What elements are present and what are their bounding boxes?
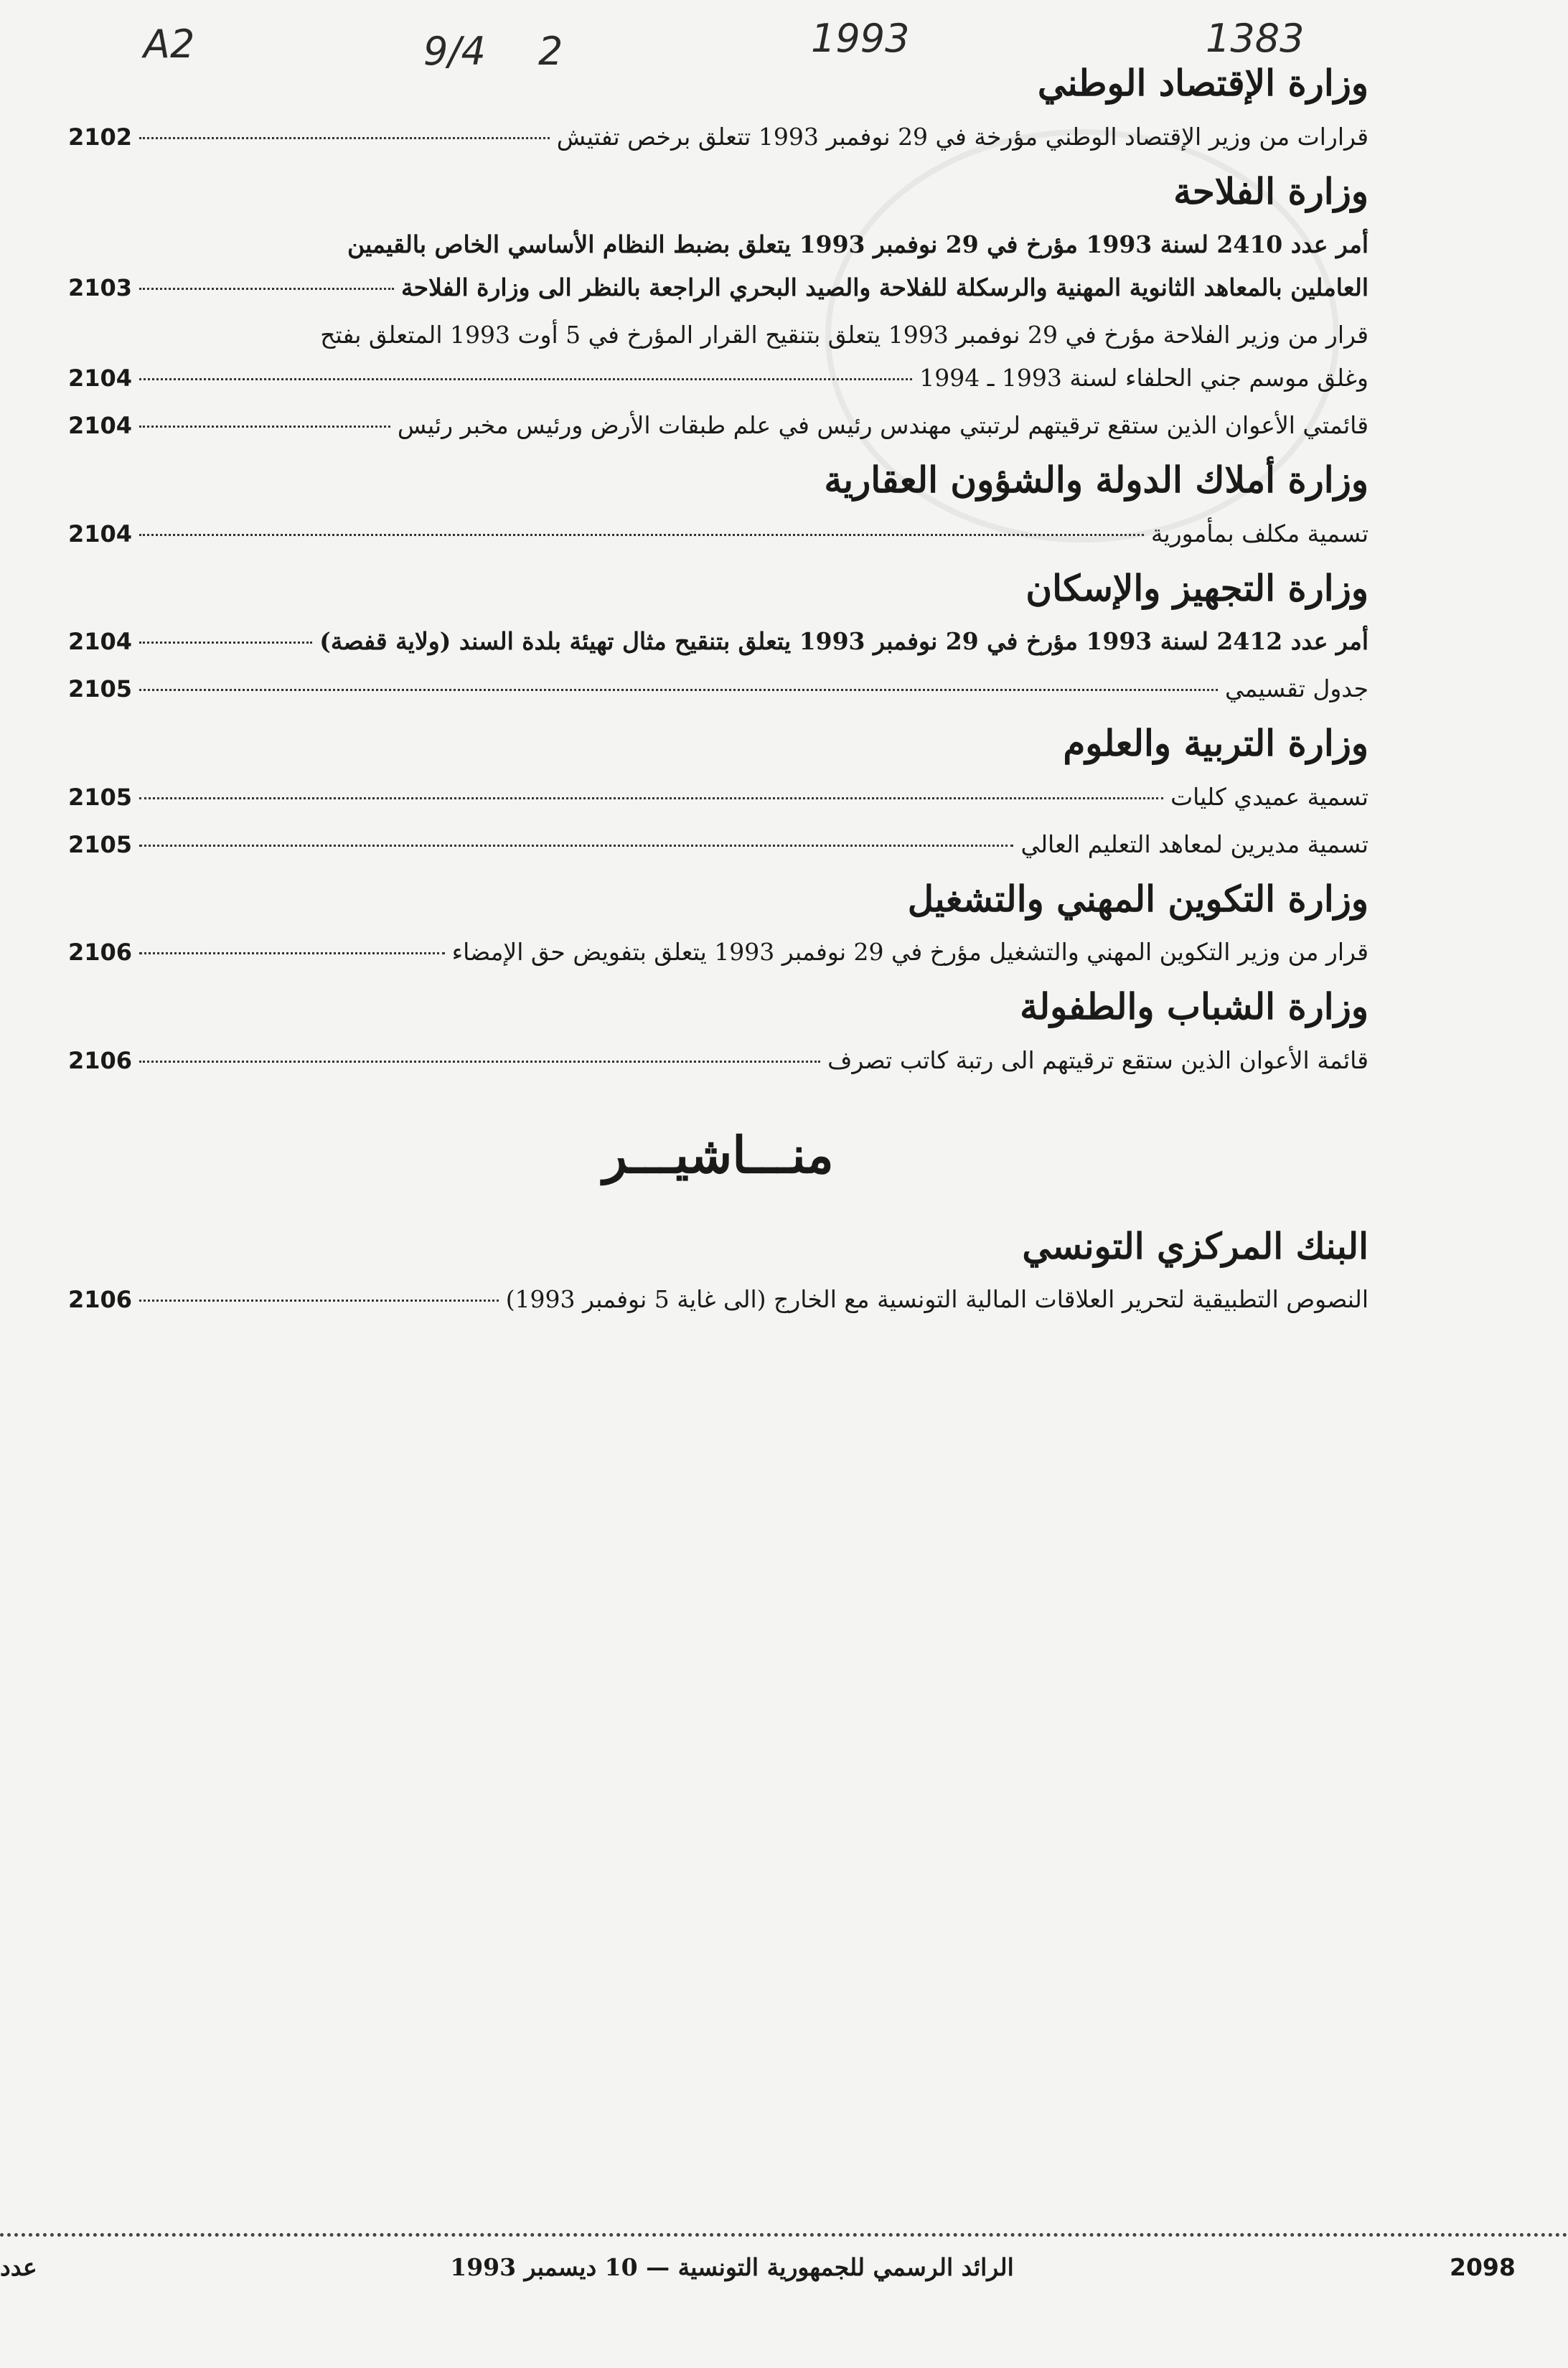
page-number: 2104 xyxy=(68,412,133,439)
section-central-bank xyxy=(68,1221,1369,1322)
handwritten-note-4: 1993 xyxy=(811,16,910,61)
section-vocational-training xyxy=(68,873,1369,974)
toc-entry xyxy=(68,1278,1369,1321)
table-of-contents xyxy=(68,57,1369,1328)
page-number: 2105 xyxy=(68,830,133,858)
entry-text: قائمة الأعوان الذين ستقع ترقيتهم الى رتبة كاتب تصرف xyxy=(827,1046,1369,1074)
entry-text: أمر عدد 2412 لسنة 1993 مؤرخ في 29 نوفمبر 1993 يتعلق بتنقيح مثال تهيئة بلدة السند (ولاية قفصة) xyxy=(319,627,1369,655)
entry-text: النصوص التطبيقية لتحرير العلاقات المالية التونسية مع الخارج (الى غاية 5 نوفمبر 1993) xyxy=(505,1285,1369,1313)
section-youth-childhood xyxy=(68,981,1369,1082)
entry-text: العاملين بالمعاهد الثانوية المهنية والرسكلة للفلاحة والصيد البحري الراجعة بالنظر الى وزارة الفلاحة xyxy=(400,273,1369,301)
ministry-heading: وزارة الشباب والطفولة xyxy=(1020,985,1369,1028)
dot-leader xyxy=(139,642,312,644)
entry-text: قرار من وزير التكوين المهني والتشغيل مؤرخ في 29 نوفمبر 1993 يتعلق بتفويض حق الإمضاء xyxy=(451,938,1369,966)
dot-leader xyxy=(139,797,1163,799)
entry-text: جدول تقسيمي xyxy=(1225,675,1369,703)
page-number: 2106 xyxy=(68,1286,133,1313)
toc-entry xyxy=(68,404,1369,447)
ministry-heading: وزارة أملاك الدولة والشؤون العقارية xyxy=(824,459,1369,501)
entry-text: تسمية عميدي كليات xyxy=(1170,782,1369,811)
toc-entry xyxy=(68,512,1369,555)
entry-text-line1: قرار من وزير الفلاحة مؤرخ في 29 نوفمبر 1993 يتعلق بتنقيح القرار المؤرخ في 5 أوت 1993 المتعلق بفتح xyxy=(320,321,1369,349)
entry-text: تسمية مديرين لمعاهد التعليم العالي xyxy=(1020,830,1369,858)
page-number: 2104 xyxy=(68,520,133,548)
section-agriculture xyxy=(68,166,1369,448)
dot-leader xyxy=(139,378,912,380)
ministry-heading: وزارة الإقتصاد الوطني xyxy=(1037,62,1369,104)
dot-leader xyxy=(139,426,390,428)
toc-entry xyxy=(68,776,1369,819)
handwritten-note-3: 2 xyxy=(538,29,563,74)
ministry-heading: وزارة التربية والعلوم xyxy=(1063,722,1369,764)
toc-entry xyxy=(68,1039,1369,1082)
toc-entry xyxy=(68,667,1369,710)
page-number: 2105 xyxy=(68,783,133,811)
dot-leader xyxy=(139,288,394,290)
page-number: 2104 xyxy=(68,628,133,655)
handwritten-note-2: 9/4 xyxy=(423,29,486,74)
dot-leader xyxy=(139,1300,499,1302)
publications-heading: منـــاشيـــر xyxy=(603,1124,834,1185)
dot-leader xyxy=(139,1061,820,1063)
dot-leader xyxy=(139,689,1218,691)
page-number: 2105 xyxy=(68,675,133,703)
entry-text: قرارات من وزير الإقتصاد الوطني مؤرخة في 29 نوفمبر 1993 تتعلق برخص تفتيش xyxy=(556,122,1369,151)
toc-entry xyxy=(68,620,1369,663)
ministry-heading: وزارة التجهيز والإسكان xyxy=(1025,566,1369,609)
footer-issue-label: عدد xyxy=(0,2253,37,2281)
toc-entry xyxy=(68,931,1369,974)
toc-entry xyxy=(68,314,1369,400)
handwritten-note-5: 1383 xyxy=(1206,16,1305,61)
page-number: 2106 xyxy=(68,1046,133,1074)
page-number: 2102 xyxy=(68,123,133,151)
section-state-property xyxy=(68,454,1369,555)
toc-entry xyxy=(68,116,1369,159)
page-number: 2106 xyxy=(68,939,133,966)
footer-page-number: 2098 xyxy=(1450,2253,1516,2281)
footer-rule xyxy=(0,2233,1568,2237)
entry-text: تسمية مكلف بمأمورية xyxy=(1150,519,1369,548)
section-education-science xyxy=(68,718,1369,866)
ministry-heading: وزارة الفلاحة xyxy=(1173,169,1369,212)
ministry-heading: وزارة التكوين المهني والتشغيل xyxy=(907,877,1369,920)
section-national-economy xyxy=(68,57,1369,159)
bank-heading: البنك المركزي التونسي xyxy=(1022,1224,1369,1267)
dot-leader xyxy=(139,534,1144,536)
handwritten-note-1: A2 xyxy=(144,22,195,67)
toc-entry xyxy=(68,823,1369,866)
toc-entry xyxy=(68,223,1369,309)
page-number: 2103 xyxy=(68,274,133,301)
dot-leader xyxy=(139,137,550,139)
entry-text-line1: أمر عدد 2410 لسنة 1993 مؤرخ في 29 نوفمبر 1993 يتعلق بضبط النظام الأساسي الخاص بالقيمين xyxy=(347,230,1369,258)
footer-title: الرائد الرسمي للجمهورية التونسية — 10 ديسمبر 1993 xyxy=(450,2253,1014,2281)
dot-leader xyxy=(139,845,1013,847)
section-equipment-housing xyxy=(68,563,1369,711)
entry-text: قائمتي الأعوان الذين ستقع ترقيتهم لرتبتي مهندس رئيس في علم طبقات الأرض ورئيس مخبر رئيس xyxy=(397,411,1369,439)
entry-text: وغلق موسم جني الحلفاء لسنة 1993 ـ 1994 xyxy=(919,364,1369,392)
page-number: 2104 xyxy=(68,365,133,392)
dot-leader xyxy=(139,952,445,954)
